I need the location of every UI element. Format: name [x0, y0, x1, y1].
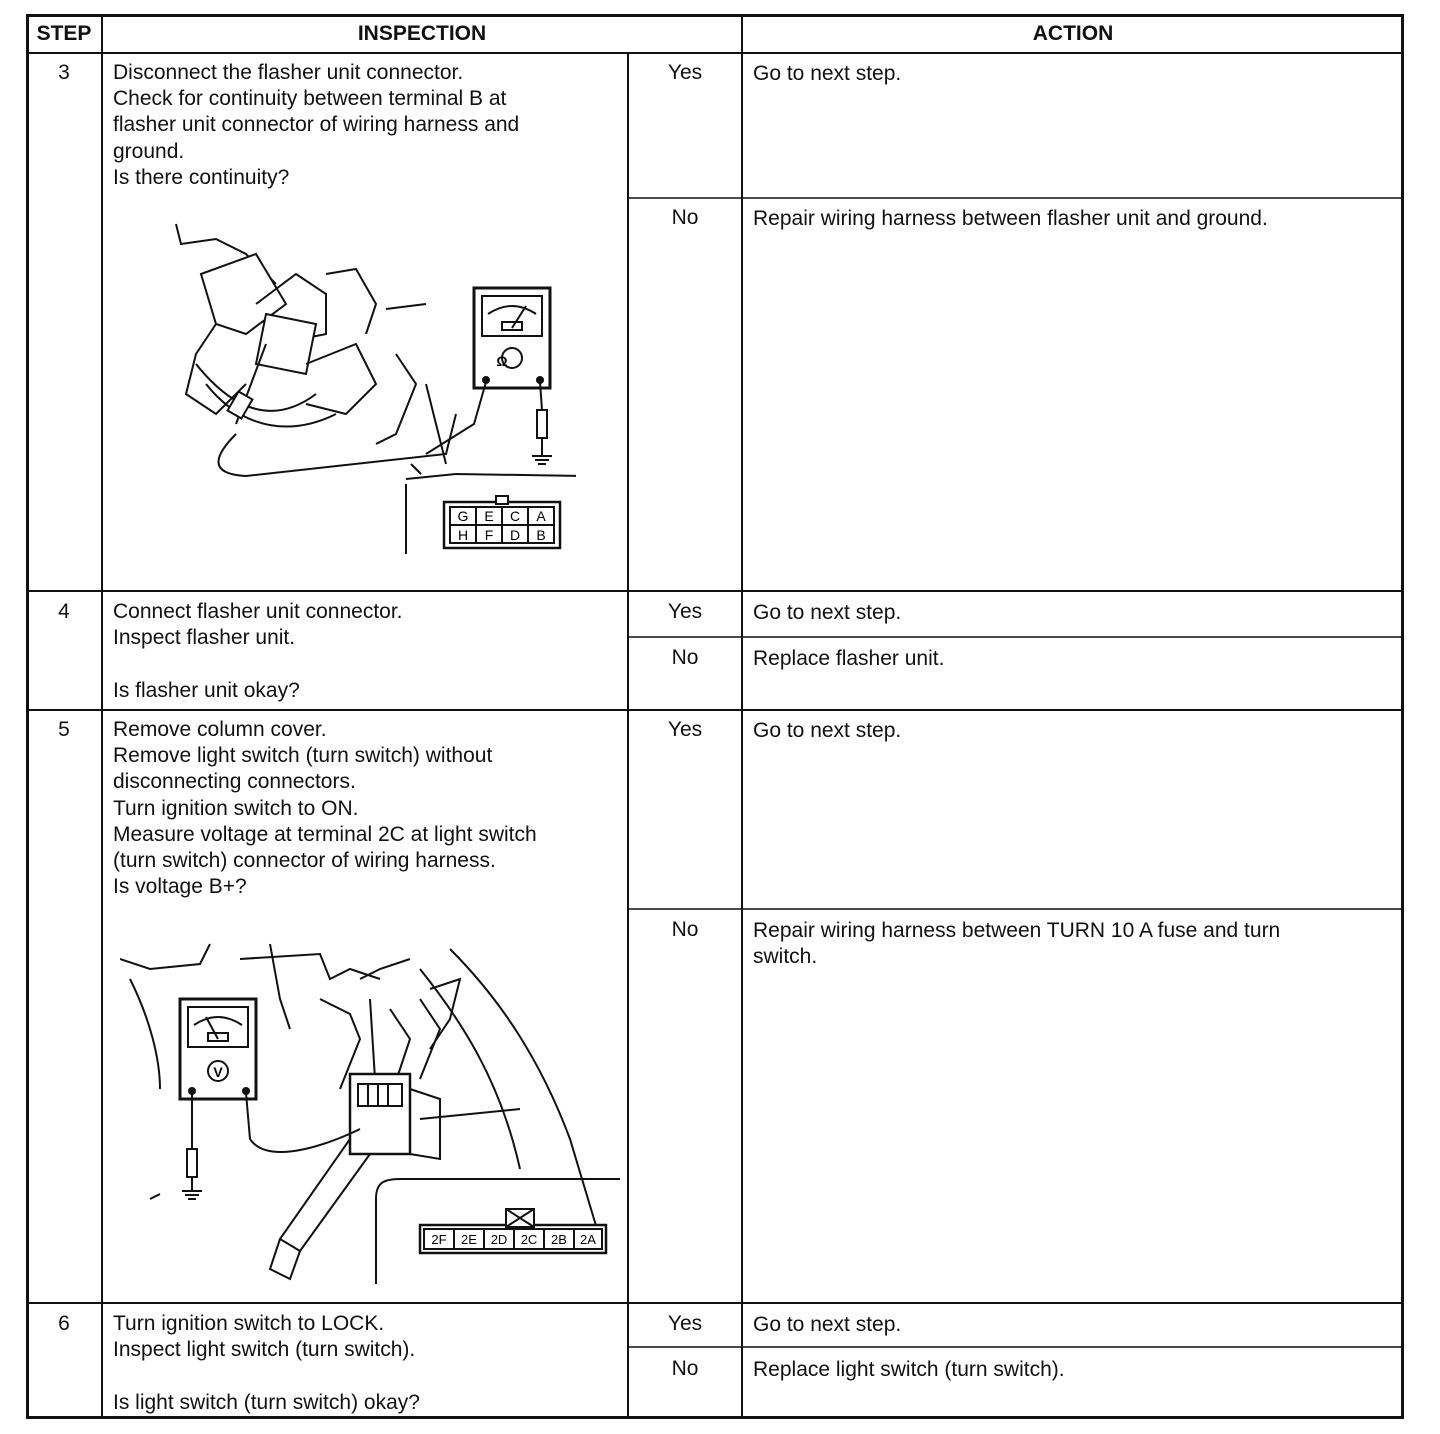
yes-label: Yes — [667, 600, 703, 623]
inspection-text: Connect flasher unit connector. Inspect flasher unit. Is flasher unit okay? — [113, 600, 403, 702]
terminal-label: F — [484, 527, 494, 543]
terminal-label: H — [457, 527, 469, 543]
terminal-label: 2A — [580, 1232, 596, 1247]
terminal-label: C — [509, 508, 521, 524]
terminal-label: B — [536, 527, 546, 543]
terminal-label: 2B — [551, 1232, 567, 1247]
inspection-text: Turn ignition switch to LOCK. Inspect light switch (turn switch). Is light switch (turn switch) okay? — [113, 1312, 420, 1414]
yes-action: Go to next step. — [753, 601, 902, 624]
no-label: No — [671, 1357, 699, 1380]
no-label: No — [671, 646, 699, 669]
light-switch-connector-illustration — [120, 939, 620, 1289]
volt-symbol: V — [213, 1064, 223, 1080]
terminal-label: D — [509, 527, 521, 543]
header-action: ACTION — [1032, 22, 1114, 45]
terminal-label: 2F — [431, 1232, 447, 1247]
step-number: 5 — [58, 718, 70, 741]
terminal-label: E — [484, 508, 494, 524]
no-action: Repair wiring harness between flasher unit and ground. — [753, 207, 1268, 230]
yes-label: Yes — [667, 1312, 703, 1335]
step-number: 3 — [58, 61, 70, 84]
header-step: STEP — [36, 22, 92, 45]
inspection-table — [26, 14, 1404, 1419]
no-action: Repair wiring harness between TURN 10 A fuse and turn switch. — [753, 919, 1281, 969]
inspection-text: Remove column cover. Remove light switch (turn switch) without disconnecting connectors. Turn ignition switch to ON. Measure voltage at terminal 2C at light switch (turn switch) connector of wiring harness. Is voltage B+? — [113, 718, 537, 899]
step-number: 4 — [58, 600, 70, 623]
terminal-label: G — [457, 508, 469, 524]
terminal-label: 2C — [520, 1232, 538, 1247]
inspection-text: Disconnect the flasher unit connector. Check for continuity between terminal B at flasher unit connector of wiring harness and ground. Is there continuity? — [113, 61, 520, 189]
no-label: No — [671, 918, 699, 941]
header-inspection: INSPECTION — [357, 22, 487, 45]
yes-action: Go to next step. — [753, 62, 902, 85]
no-action: Replace light switch (turn switch). — [753, 1358, 1065, 1381]
yes-label: Yes — [667, 718, 703, 741]
step-number: 6 — [58, 1312, 70, 1335]
ohm-symbol: Ω — [496, 353, 508, 369]
yes-action: Go to next step. — [753, 719, 902, 742]
no-action: Replace flasher unit. — [753, 647, 945, 670]
yes-action: Go to next step. — [753, 1313, 902, 1336]
yes-label: Yes — [667, 61, 703, 84]
terminal-label: A — [536, 508, 546, 524]
no-label: No — [671, 206, 699, 229]
terminal-label: 2E — [461, 1232, 477, 1247]
flasher-connector-illustration — [156, 214, 576, 554]
terminal-label: 2D — [490, 1232, 508, 1247]
